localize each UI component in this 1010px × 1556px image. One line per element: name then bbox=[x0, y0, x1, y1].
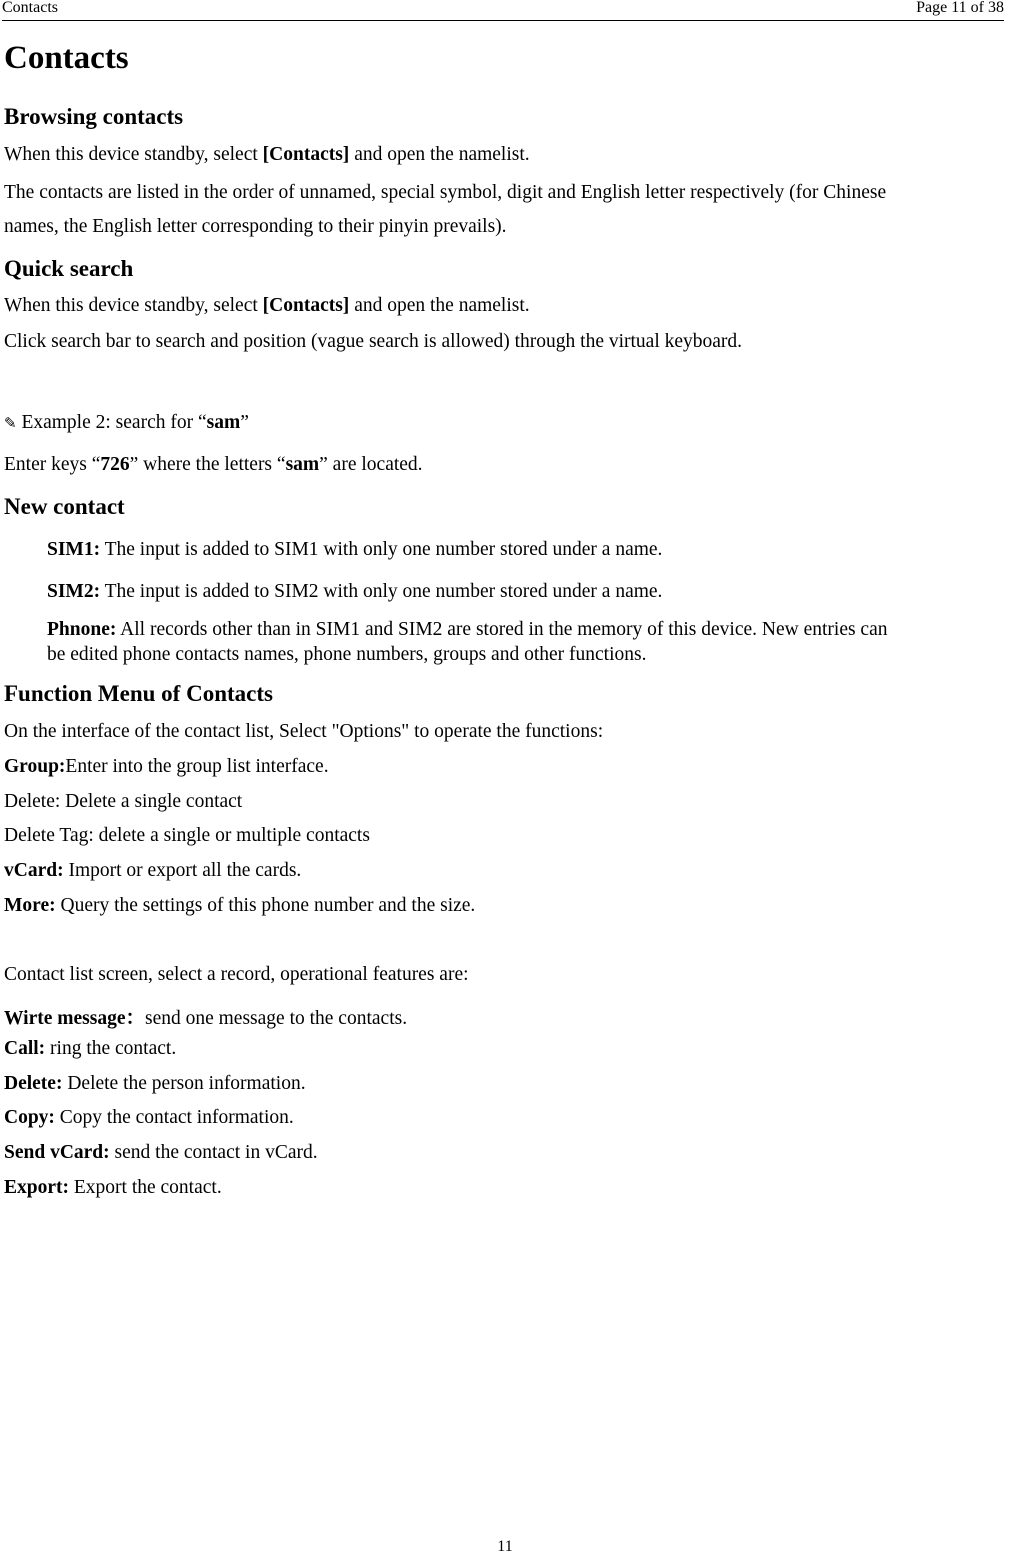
write-message-item bbox=[4, 1002, 407, 1030]
text: send the contact in vCard. bbox=[109, 1142, 318, 1163]
bold-label: More: bbox=[4, 895, 56, 916]
record-features-intro: Contact list screen, select a record, operational features are: bbox=[4, 964, 469, 985]
text: ring the contact. bbox=[45, 1038, 177, 1059]
enter-keys-line bbox=[4, 454, 423, 476]
text: Enter into the group list interface. bbox=[65, 756, 329, 777]
bold-label: Delete: bbox=[4, 1073, 63, 1094]
bold-label: vCard: bbox=[4, 860, 64, 881]
bold-text: sam bbox=[206, 412, 241, 433]
bold-label: SIM2: bbox=[47, 581, 101, 602]
browsing-paragraph-2-line-2: names, the English letter corresponding to their pinyin prevails). bbox=[4, 216, 507, 237]
example-line bbox=[4, 412, 249, 434]
text: Copy the contact information. bbox=[54, 1107, 294, 1128]
delete-item: Delete: Delete a single contact bbox=[4, 791, 243, 812]
phone-item-line-2: be edited phone contacts names, phone numbers, groups and other functions. bbox=[47, 644, 647, 665]
browsing-paragraph-1 bbox=[4, 144, 530, 166]
bold-text: [Contacts] bbox=[262, 295, 350, 316]
text: and open the namelist. bbox=[349, 144, 530, 165]
bold-label: Export: bbox=[4, 1177, 69, 1198]
page-number: 11 bbox=[497, 1538, 513, 1555]
text: Export the contact. bbox=[69, 1177, 222, 1198]
sim1-item bbox=[47, 539, 662, 561]
group-item bbox=[4, 756, 329, 778]
more-item bbox=[4, 895, 475, 917]
text: Enter keys “ bbox=[4, 454, 101, 475]
text: ” are located. bbox=[319, 454, 423, 475]
text: All records other than in SIM1 and SIM2 are stored in the memory of this device. New entries can bbox=[116, 619, 888, 640]
text: ” where the letters “ bbox=[129, 454, 286, 475]
text: The input is added to SIM2 with only one number stored under a name. bbox=[100, 581, 663, 602]
export-item bbox=[4, 1177, 222, 1199]
bold-label: Phnone: bbox=[47, 619, 117, 640]
text: When this device standby, select bbox=[4, 144, 263, 165]
function-menu-intro: On the interface of the contact list, Select "Options" to operate the functions: bbox=[4, 721, 604, 742]
bold-label: Send vCard: bbox=[4, 1142, 110, 1163]
delete-tag-item: Delete Tag: delete a single or multiple contacts bbox=[4, 825, 370, 846]
call-item bbox=[4, 1038, 176, 1060]
bold-label: Wirte message： bbox=[4, 1008, 145, 1029]
copy-item bbox=[4, 1107, 294, 1129]
text: Query the settings of this phone number and the size. bbox=[55, 895, 476, 916]
text: When this device standby, select bbox=[4, 295, 263, 316]
bold-text: [Contacts] bbox=[262, 144, 350, 165]
text: The input is added to SIM1 with only one number stored under a name. bbox=[100, 539, 663, 560]
text: and open the namelist. bbox=[349, 295, 530, 316]
heading-function-menu: Function Menu of Contacts bbox=[4, 681, 273, 706]
sim2-item bbox=[47, 581, 662, 603]
quick-search-paragraph-1 bbox=[4, 295, 530, 317]
text: ” bbox=[240, 412, 249, 433]
vcard-item bbox=[4, 860, 301, 882]
quick-search-paragraph-2: Click search bar to search and position (vague search is allowed) through the virtual keyboard. bbox=[4, 331, 743, 352]
bold-text: 726 bbox=[100, 454, 130, 475]
text: send one message to the contacts. bbox=[144, 1008, 408, 1029]
page-title: Contacts bbox=[4, 40, 129, 76]
header-section-title: Contacts bbox=[2, 0, 58, 16]
browsing-paragraph-2-line-1: The contacts are listed in the order of unnamed, special symbol, digit and English letter respectively (for Chinese bbox=[4, 182, 887, 203]
text: Delete the person information. bbox=[62, 1073, 306, 1094]
text: Import or export all the cards. bbox=[63, 860, 302, 881]
bold-text: sam bbox=[285, 454, 320, 475]
bold-label: Call: bbox=[4, 1038, 46, 1059]
heading-browsing-contacts: Browsing contacts bbox=[4, 104, 184, 129]
bold-label: Copy: bbox=[4, 1107, 55, 1128]
text: Example 2: search for “ bbox=[16, 412, 207, 433]
phone-item-line-1 bbox=[47, 619, 888, 641]
send-vcard-item bbox=[4, 1142, 318, 1164]
header-page-count: Page 11 of 38 bbox=[916, 0, 1004, 16]
running-header bbox=[2, 0, 1004, 21]
pencil-icon: ✎ bbox=[4, 414, 17, 432]
bold-label: Group: bbox=[4, 756, 66, 777]
delete-person-item bbox=[4, 1073, 306, 1095]
heading-quick-search: Quick search bbox=[4, 256, 134, 281]
heading-new-contact: New contact bbox=[4, 494, 125, 519]
bold-label: SIM1: bbox=[47, 539, 101, 560]
